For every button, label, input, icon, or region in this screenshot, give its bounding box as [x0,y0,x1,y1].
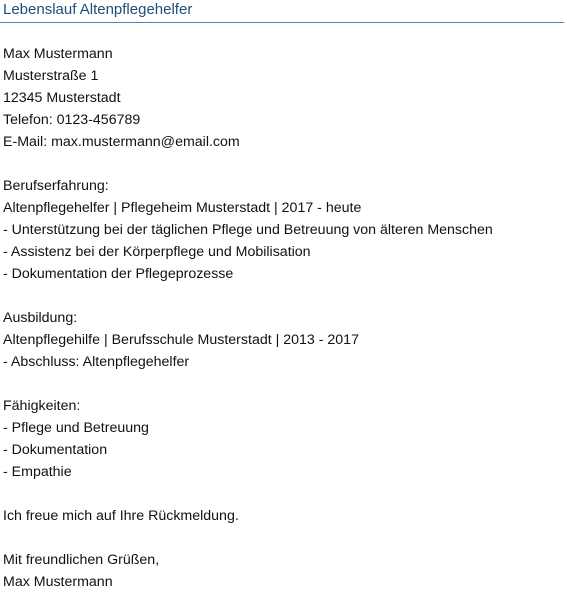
spacer [3,153,567,175]
skills-section [3,395,567,483]
experience-item: - Unterstützung bei der täglichen Pflege und Betreuung von älteren Menschen [3,222,493,238]
closing-line: Ich freue mich auf Ihre Rückmeldung. [3,508,239,524]
signature-block [3,549,567,593]
document-title: Lebenslauf Altenpflegehelfer [3,1,193,18]
skills-item: - Pflege und Betreuung [3,420,149,436]
contact-block [3,43,567,153]
title-divider [0,22,564,23]
experience-section [3,175,567,285]
spacer [3,483,567,505]
experience-heading: Berufserfahrung: [3,178,109,194]
spacer [3,527,567,549]
education-item: - Abschluss: Altenpflegehelfer [3,354,190,370]
spacer [3,285,567,307]
education-entry: Altenpflegehilfe | Berufsschule Musterstadt | 2013 - 2017 [3,332,359,348]
contact-street: Musterstraße 1 [3,68,99,84]
spacer [3,373,567,395]
contact-city: 12345 Musterstadt [3,90,121,106]
skills-item: - Dokumentation [3,442,108,458]
experience-position: Altenpflegehelfer | Pflegeheim Musterstadt | 2017 - heute [3,200,362,216]
contact-email: E-Mail: max.mustermann@email.com [3,134,240,150]
experience-item: - Assistenz bei der Körperpflege und Mobilisation [3,244,311,260]
skills-item: - Empathie [3,464,72,480]
skills-heading: Fähigkeiten: [3,398,81,414]
experience-item: - Dokumentation der Pflegeprozesse [3,266,234,282]
contact-name: Max Mustermann [3,46,113,62]
contact-phone: Telefon: 0123-456789 [3,112,141,128]
salutation: Mit freundlichen Grüßen, [3,552,160,568]
education-section [3,307,567,373]
education-heading: Ausbildung: [3,310,78,326]
signature-name: Max Mustermann [3,574,113,590]
